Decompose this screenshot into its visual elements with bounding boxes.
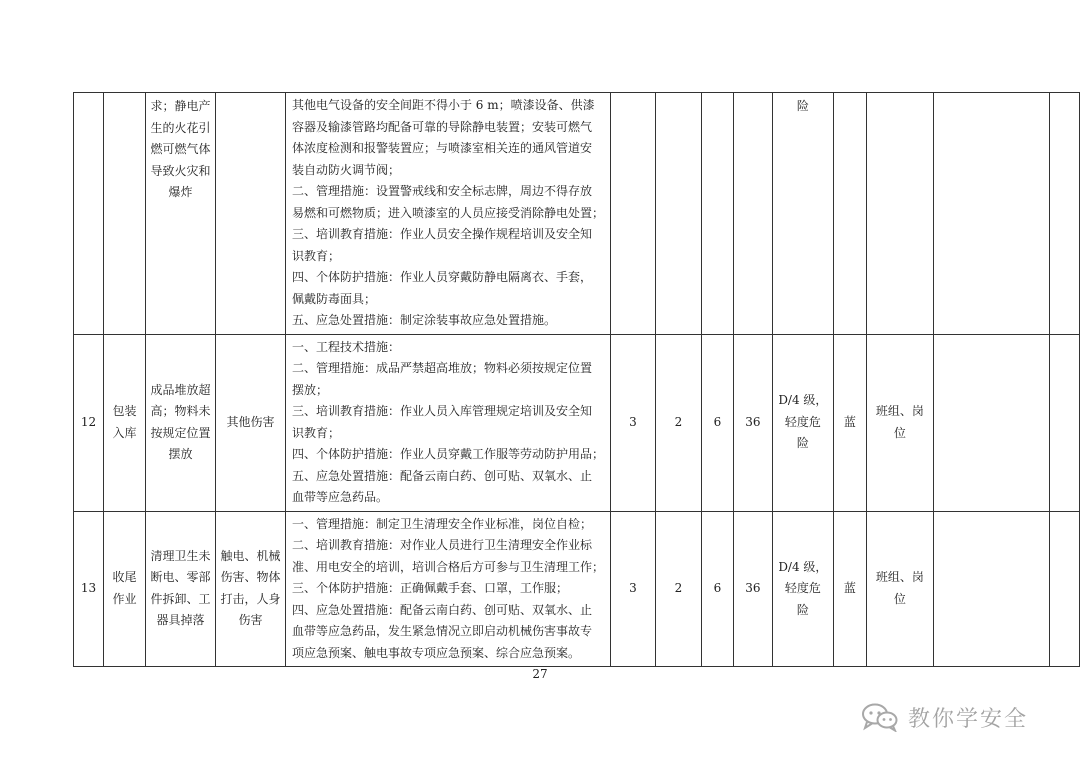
cell-measures-line: 项应急预案、触电事故专项应急预案、综合应急预案。 [291, 645, 580, 660]
cell-hazard-line: 导致火灾和 [150, 163, 211, 178]
cell-measures-line: 准、用电安全的培训，培训合格后方可参与卫生清理工作； [291, 559, 604, 574]
cell-empty [933, 93, 1049, 335]
watermark [860, 700, 1028, 734]
cell-measures-line: 佩戴防毒面具； [291, 291, 376, 306]
cell-color [833, 93, 866, 335]
cell-measures-line: 四、个体防护措施：作业人员穿戴防静电隔离衣、手套， [291, 270, 592, 284]
cell-measures-line: 四、个体防护措施：作业人员穿戴工作服等劳动防护用品； [291, 447, 604, 461]
cell-risk-level-line: D/4 级， [778, 559, 828, 574]
wechat-icon [860, 702, 900, 732]
cell-measures-line: 容器及输漆管路均配备可靠的导除静电装置；安装可燃气 [291, 119, 592, 134]
cell-e: 2 [655, 511, 701, 667]
cell-measures-line: 血带等应急药品。 [291, 490, 388, 504]
cell-l: 3 [610, 511, 655, 667]
cell-e: 2 [655, 334, 701, 511]
cell-measures-line: 四、应急处置措施：配备云南白药、创可贴、双氧水、止 [291, 602, 592, 617]
cell-hazard-line: 摆放 [168, 447, 193, 461]
table-row [74, 334, 1080, 511]
cell-hazard-line: 高；物料未 [150, 404, 211, 418]
cell-no: 12 [74, 334, 104, 511]
cell-color: 蓝 [833, 334, 866, 511]
cell-risk-level-line: 险 [796, 602, 809, 617]
cell-measures-line: 五、应急处置措施：制定涂装事故应急处置措施。 [291, 313, 556, 327]
cell-c: 6 [701, 511, 733, 667]
cell-l: 3 [610, 334, 655, 511]
cell-e [655, 93, 701, 335]
table-row [74, 511, 1080, 667]
cell-measures-line: 摆放； [291, 382, 328, 397]
cell-risk-level-line: 险 [796, 99, 809, 113]
cell-measures [285, 93, 610, 335]
cell-measures-line: 血带等应急药品，发生紧急情况立即启动机械伤害事故专 [291, 624, 592, 638]
cell-measures-line: 一、工程技术措施： [291, 339, 400, 354]
risk-assessment-table [73, 92, 1080, 667]
cell-measures-line: 识教育； [291, 248, 340, 263]
cell-empty [933, 511, 1049, 667]
table-body [74, 93, 1080, 667]
cell-risk-level-line: 险 [796, 436, 809, 451]
cell-measures [285, 511, 610, 667]
cell-risk-level-line: 轻度危 [784, 414, 821, 429]
cell-empty [1049, 334, 1079, 511]
cell-hazard-line: 器具掉落 [156, 613, 205, 628]
cell-hazard [145, 511, 215, 667]
cell-hazard-line: 燃可燃气体 [150, 142, 211, 156]
cell-measures-line: 二、管理措施：设置警戒线和安全标志牌，周边不得存放 [291, 184, 592, 198]
watermark-text: 教你学安全 [908, 706, 1029, 732]
cell-hazard-line: 清理卫生未 [150, 548, 211, 563]
cell-risk-level-line: D/4 级， [778, 393, 828, 408]
cell-risk-level [772, 334, 833, 511]
cell-color: 蓝 [833, 511, 866, 667]
cell-empty [1049, 511, 1079, 667]
cell-measures-line: 其他电气设备的安全间距不得小于 6 m；喷漆设备、供漆 [291, 98, 595, 112]
table-row [74, 93, 1080, 335]
cell-measures-line: 三、个体防护措施：正确佩戴手套、口罩，工作服； [291, 581, 568, 595]
cell-accident: 触电、机械伤害、物体打击，人身伤害 [215, 511, 285, 667]
cell-hazard-line: 按规定位置 [150, 425, 211, 440]
cell-c [701, 93, 733, 335]
cell-measures-line: 三、培训教育措施：作业人员安全操作规程培训及安全知 [291, 227, 592, 241]
cell-hazard [145, 93, 215, 335]
cell-measures [285, 334, 610, 511]
cell-no [74, 93, 104, 335]
cell-d: 36 [733, 511, 772, 667]
cell-risk-level-line: 轻度危 [784, 581, 821, 595]
cell-measures-line: 五、应急处置措施：配备云南白药、创可贴、双氧水、止 [291, 468, 592, 483]
cell-hazard-line: 件拆卸、工 [150, 591, 211, 606]
cell-risk-level [772, 93, 833, 335]
cell-control-level: 班组、岗位 [866, 334, 933, 511]
cell-hazard [145, 334, 215, 511]
cell-control-level: 班组、岗位 [866, 511, 933, 667]
cell-l [610, 93, 655, 335]
cell-activity [103, 93, 145, 335]
cell-d [733, 93, 772, 335]
cell-hazard-line: 求；静电产 [150, 99, 211, 113]
cell-no: 13 [74, 511, 104, 667]
page-number: 27 [532, 667, 548, 681]
cell-c: 6 [701, 334, 733, 511]
cell-measures-line: 二、管理措施：成品严禁超高堆放；物料必须按规定位置 [291, 361, 592, 375]
cell-measures-line: 一、管理措施：制定卫生清理安全作业标准，岗位自检； [291, 516, 592, 531]
cell-empty [1049, 93, 1079, 335]
cell-measures-line: 易燃和可燃物质；进入喷漆室的人员应接受消除静电处置； [291, 205, 604, 220]
cell-accident [215, 93, 285, 335]
cell-activity: 收尾作业 [103, 511, 145, 667]
cell-measures-line: 三、培训教育措施：作业人员入库管理规定培训及安全知 [291, 404, 592, 418]
cell-measures-line: 识教育； [291, 425, 340, 440]
cell-hazard-line: 生的火花引 [150, 120, 211, 135]
cell-risk-level [772, 511, 833, 667]
cell-measures-line: 二、培训教育措施：对作业人员进行卫生清理安全作业标 [291, 538, 592, 552]
cell-hazard-line: 爆炸 [168, 185, 193, 199]
cell-empty [933, 334, 1049, 511]
cell-hazard-line: 断电、零部 [150, 570, 211, 585]
cell-accident: 其他伤害 [215, 334, 285, 511]
cell-measures-line: 体浓度检测和报警装置应；与喷漆室相关连的通风管道安 [291, 141, 592, 155]
cell-d: 36 [733, 334, 772, 511]
cell-activity: 包装入库 [103, 334, 145, 511]
cell-hazard-line: 成品堆放超 [150, 382, 211, 397]
cell-measures-line: 装自动防火调节阀； [291, 162, 400, 177]
cell-control-level [866, 93, 933, 335]
